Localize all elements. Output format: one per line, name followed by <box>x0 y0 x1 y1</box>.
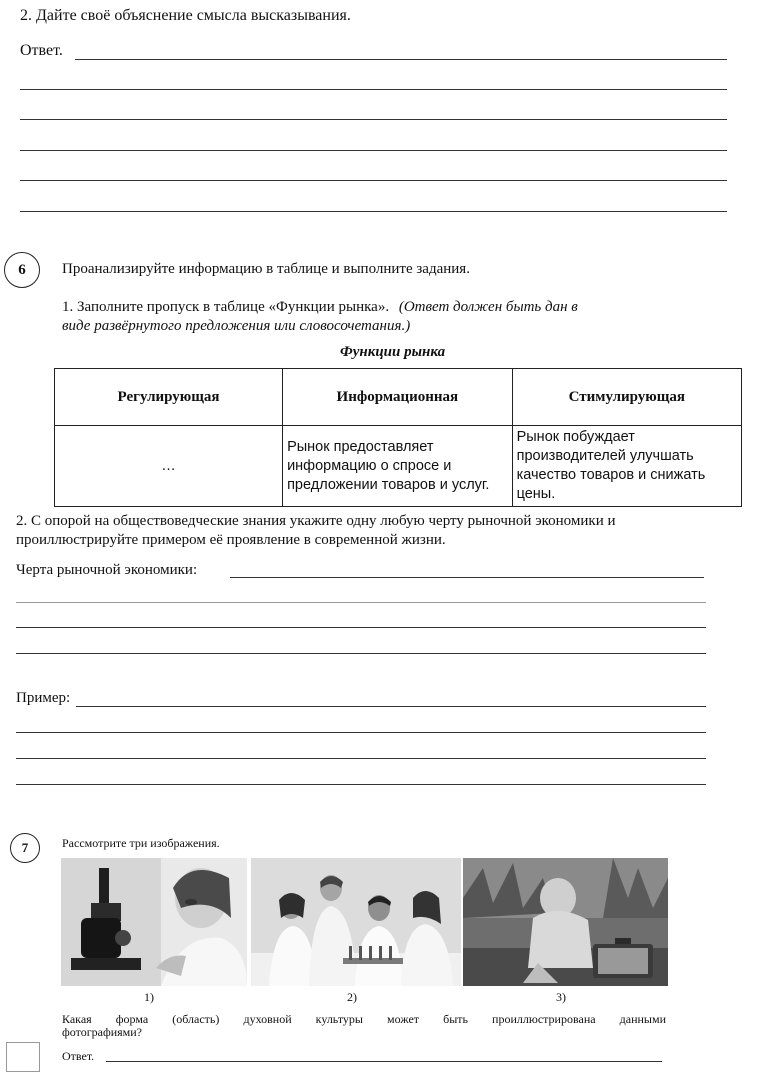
cell-regulating-blank[interactable]: … <box>55 426 283 507</box>
score-box <box>6 1042 40 1072</box>
example-answer-line[interactable] <box>16 758 706 759</box>
field-research-image <box>463 858 668 986</box>
q5-answer-label: Ответ. <box>20 42 63 59</box>
feature-label: Черта рыночной экономики: <box>16 562 198 578</box>
cell-informational: Рынок предоставляет информацию о спросе и предложении товаров и услуг. <box>283 426 513 507</box>
header-informational: Информационная <box>283 369 513 426</box>
market-functions-table <box>54 368 742 507</box>
microscope-image <box>61 858 247 986</box>
feature-answer-line[interactable] <box>16 653 706 654</box>
caption-3: 3) <box>556 990 566 1004</box>
q6-intro: Проанализируйте информацию в таблице и выполните задания. <box>62 261 470 277</box>
q7-answer-label: Ответ. <box>62 1049 95 1063</box>
cell-stimulating: Рынок побуждает производителей улучшать качество товаров и снижать цены. <box>512 426 741 507</box>
example-answer-line[interactable] <box>16 732 706 733</box>
photo-lab-team <box>251 858 461 986</box>
q6-number-badge <box>4 252 40 288</box>
q5-answer-line[interactable] <box>20 180 727 181</box>
q5-answer-line[interactable] <box>20 211 727 212</box>
q6-task1-text: 1. Заполните пропуск в таблице «Функции рынка». <box>62 299 390 315</box>
feature-answer-line[interactable] <box>230 577 704 578</box>
q7-intro: Рассмотрите три изображения. <box>62 836 220 850</box>
photo-microscope <box>61 858 247 986</box>
q6-task2-line2: проиллюстрируйте примером её проявление в современной жизни. <box>16 532 446 548</box>
photo-field-research <box>463 858 668 986</box>
q5-answer-line[interactable] <box>20 89 727 90</box>
q5-task2-prompt: 2. Дайте своё объяснение смысла высказывания. <box>20 7 351 24</box>
q6-number: 6 <box>18 261 26 278</box>
table-title: Функции рынка <box>340 344 446 360</box>
q5-answer-line[interactable] <box>75 59 727 60</box>
example-label: Пример: <box>16 690 71 706</box>
q7-question-line1: Какая форма (область) духовной культуры может быть проиллюстрирована данными <box>62 1012 666 1026</box>
q6-task2-line1: 2. С опорой на обществоведческие знания укажите одну любую черту рыночной экономики и <box>16 513 616 529</box>
feature-answer-line[interactable] <box>16 627 706 628</box>
q7-number-badge <box>10 833 40 863</box>
q6-task1 <box>62 299 742 316</box>
q7-question <box>62 1013 666 1039</box>
example-answer-line[interactable] <box>76 706 706 707</box>
q5-answer-line[interactable] <box>20 150 727 151</box>
header-regulating: Регулирующая <box>55 369 283 426</box>
feature-answer-line[interactable] <box>16 602 706 603</box>
q6-task1-note-b: виде развёрнутого предложения или словосочетания.) <box>62 318 411 334</box>
q6-task2 <box>16 512 746 550</box>
header-stimulating: Стимулирующая <box>512 369 741 426</box>
caption-2: 2) <box>347 990 357 1004</box>
q7-question-line2: фотографиями? <box>62 1025 143 1039</box>
caption-1: 1) <box>144 990 154 1004</box>
q7-answer-line[interactable] <box>106 1061 662 1062</box>
q5-answer-line[interactable] <box>20 119 727 120</box>
example-answer-line[interactable] <box>16 784 706 785</box>
q6-task1-note <box>62 318 410 335</box>
q7-number: 7 <box>21 840 29 855</box>
lab-team-image <box>251 858 461 986</box>
q6-task1-note-a: (Ответ должен быть дан в <box>398 299 578 315</box>
